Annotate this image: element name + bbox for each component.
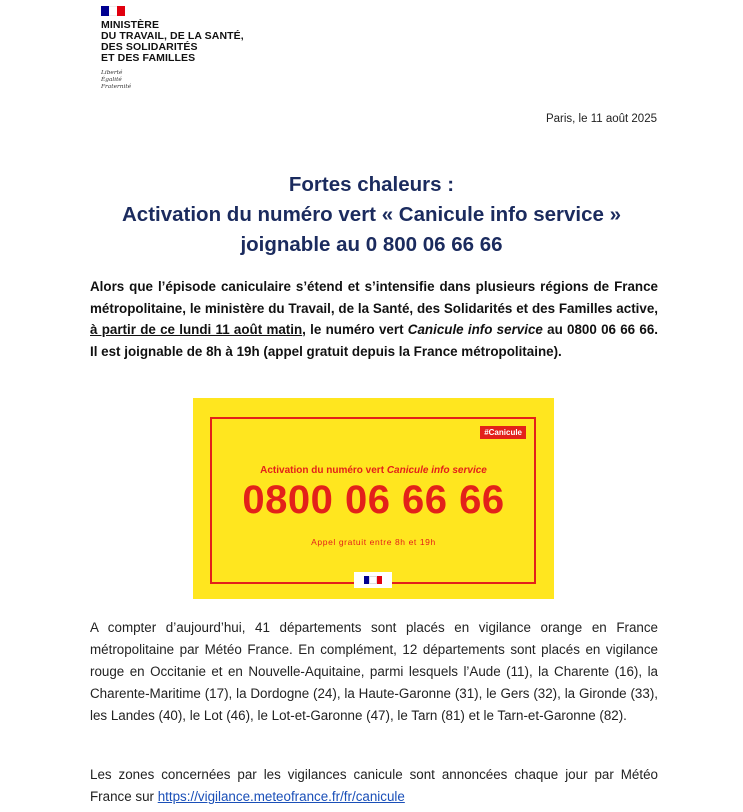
page-title <box>60 170 683 260</box>
info-paragraph: Les zones concernées par les vigilances canicule sont annoncées chaque jour par Météo France sur https://vigilance.meteofrance.fr/fr/canicule <box>90 767 658 804</box>
activation-date-highlight: à partir de ce lundi 11 août matin <box>90 322 303 337</box>
document-date: Paris, le 11 août 2025 <box>545 113 657 125</box>
ministry-name: MINISTÈRE DU TRAVAIL, DE LA SANTÉ, DES SOLIDARITÉS ET DES FAMILLES <box>101 19 244 64</box>
title-line-3: joignable au 0 800 06 66 66 <box>240 233 503 256</box>
title-line-2: Activation du numéro vert « Canicule info service » <box>122 203 621 226</box>
republic-flag-icon <box>101 6 125 16</box>
meteofrance-link[interactable]: https://vigilance.meteofrance.fr/fr/canicule <box>157 789 405 804</box>
ministry-logo <box>101 6 301 91</box>
service-name: Canicule info service <box>407 322 543 337</box>
banner-flag-icon <box>354 572 392 588</box>
vigilance-paragraph: A compter d’aujourd’hui, 41 départements sont placés en vigilance orange en France métropolitaine par Météo France. En complément, 12 départements sont placés en vigilance rouge en Occitanie et en Nouvelle-Aquitaine, parmi lesquels l’Aude (11), la Charente (16), la Charente-Maritime (17), la Dordogne (24), la Haute-Garonne (31), le Gers (32), la Gironde (33), les Landes (40), le Lot (46), le Lot-et-Garonne (47), le Tarn (81) et le Tarn-et-Garonne (82). <box>90 620 658 723</box>
hotline-banner <box>193 398 554 599</box>
republic-motto: Liberté Égalité Fraternité <box>101 70 132 90</box>
hotline-number: 0800 06 66 66 <box>242 478 505 522</box>
banner-subtitle: Activation du numéro vert Canicule info service <box>260 465 487 476</box>
banner-note: Appel gratuit entre 8h et 19h <box>311 537 436 547</box>
intro-paragraph: Alors que l’épisode caniculaire s’étend et s’intensifie dans plusieurs régions de France métropolitaine, le ministère du Travail, de la Santé, des Solidarités et des Familles active, à partir de ce lundi 11 août matin, le numéro vert Canicule info service au 0800 06 66 66. Il est joignable de 8h à 19h (appel gratuit depuis la France métropolitaine). <box>90 279 659 359</box>
hashtag-badge: #Canicule <box>480 426 526 439</box>
title-line-1: Fortes chaleurs : <box>288 173 455 196</box>
